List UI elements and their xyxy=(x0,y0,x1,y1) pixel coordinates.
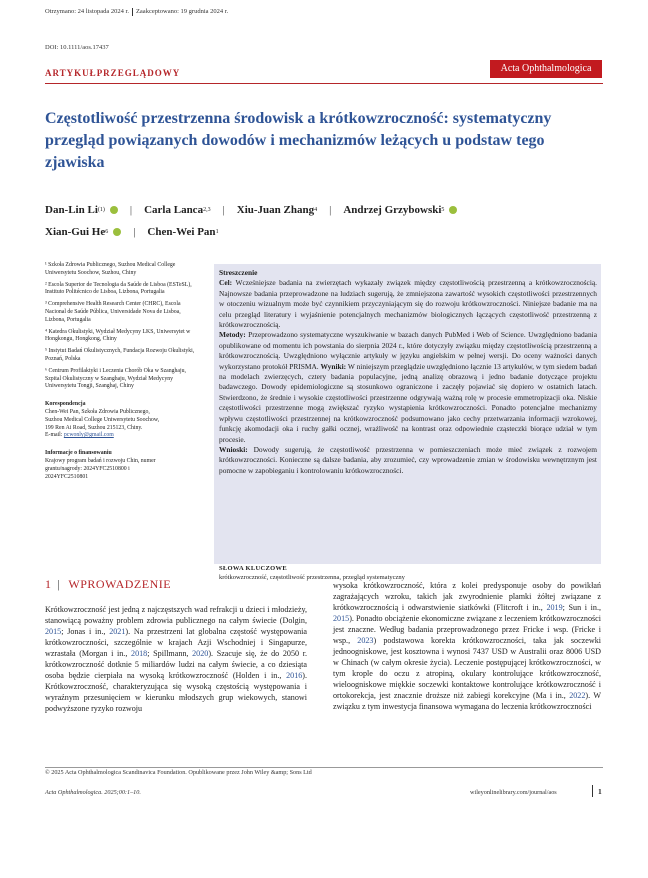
author[interactable] xyxy=(147,221,218,243)
author-name: Dan-Lin Li xyxy=(45,204,98,216)
citation-link[interactable]: 2022 xyxy=(569,691,586,700)
author-affiliation-number: 2,3 xyxy=(203,207,211,213)
footer-journal: Acta Ophthalmologica. 2025;00:1–10. xyxy=(45,789,141,796)
affiliation: ⁴ Katedra Okulistyki, Wydział Medycyny LKS, Uniwersytet w Hongkongu, Hongkong, Chiny xyxy=(45,328,191,343)
abstract-label-metody: Metody: xyxy=(219,330,246,340)
keywords-heading: SŁOWA KLUCZOWE xyxy=(219,565,287,572)
author-name: Xian-Gui He xyxy=(45,226,106,238)
abstract-wyniki: W niniejszym przeglądzie uwzględniono łącznie 13 artykułów, w tym siedem badań na modelach zwierzęcych, cztery badania populacyjne, jedną analizę obrazową i jedno badanie dotyczące projektu badawczego. Dowody epidemiologiczne są stosunkowo ograniczone i zaczęły pojawiać się dopiero w ostatnich latach. Stwierdzono, że średnie i wysokie częstotliwości przestrzenne odgrywają ważną rolę w procesie emmetropizacji oka. Niskie częstotliwości przestrzenne mogą zwiększać ryzyko wystąpienia krótkowzroczności. Ponadto potencjalne mechanizmy wpływu częstotliwości przestrzennej na krótkowzroczność podsumowano jako cechy przetwarzania informacji wzrokowej, funkcję akomodacji oka i ruchy gałki ocznej, wrażliwość na kontrast oraz odpowiednie cząsteczki biorące udział w tym procesie. xyxy=(219,361,597,444)
body-text: ) podstawowa korekta krótkowzroczności, taka jak soczewki jednoogniskowe, jest kosztowna i wynosi 7437 USD w Australii oraz 8006 USD w Chinach (w całym okresie życia). Leczenie postępującej krótkowzroczności, w tym krople do oczu z atropiną, okulary kontrolujące krótkowzroczność, wieloogniskowe miękkie soczewki kontaktowe kontrolujące krótkowzroczność i ortokorekcja, jest znacznie droższe niż zabiegi korekcyjne (Ma i in., xyxy=(333,636,601,700)
affiliation: ⁶ Centrum Profilaktyki i Leczenia Chorób Oka w Szanghaju, Szpital Okulistyczny w Szanghaju, Wydział Medycyny Uniwersytetu Tongji, Szanghaj, Chiny xyxy=(45,367,186,390)
author-affiliation-number: 4 xyxy=(314,207,318,213)
citation-link[interactable]: 2019 xyxy=(546,603,563,612)
body-column-left xyxy=(45,604,307,714)
abstract-cel: Wcześniejsze badania na zwierzętach wykazały związek między częstotliwością przestrzenną a krótkowzrocznością. Najnowsze badania przeprowadzone na ludziach sugerują, że zmniejszona zawartość wysokich częstotliwości przestrzennych w otoczeniu wizualnym może być czynnikiem przyczyniającym się do rozwoju krótkowzroczności. Niniejsze badanie ma na celu przegląd literatury i wyjaśnienie potencjalnych mechanizmów biologicznych łączących częstotliwość przestrzenną z krótkowzrocznością. xyxy=(219,278,597,330)
copyright: © 2025 Acta Ophthalmologica Scandinavica Foundation. Opublikowane przez John Wiley &amp; Sons Ltd xyxy=(45,769,312,776)
body-text: ; Jonas i in., xyxy=(61,627,110,636)
article-type: ARTYKUŁPRZEGLĄDOWY xyxy=(45,68,181,78)
orcid-icon[interactable] xyxy=(113,228,121,236)
citation-link[interactable]: 2018 xyxy=(131,649,148,658)
citation-link[interactable]: 2016 xyxy=(286,671,303,680)
author-name: Xiu-Juan Zhang xyxy=(236,204,315,216)
body-text: Krótkowzroczność jest jedną z najczęstszych wad refrakcji u dzieci i młodzieży, stanowiącą poważny problem zdrowia publicznego na całym świecie (Dolgin, xyxy=(45,605,307,625)
correspondence-heading: Korespondencja xyxy=(45,401,86,408)
author-separator: | xyxy=(129,204,133,216)
abstract-label-wyniki: Wyniki: xyxy=(320,361,347,371)
body-text: ; Sun i in., xyxy=(562,603,601,612)
section-number: 1 xyxy=(45,577,52,591)
funding-line: 2024YFC2510801 xyxy=(45,473,89,480)
author[interactable] xyxy=(144,199,210,221)
funding-line: Krajowy program badań i rozwoju Chin, numer xyxy=(45,457,156,464)
abstract-wnioski: Dowody sugerują, że częstotliwość przestrzenna w pomieszczeniach może mieć związek z rozwojem krótkowzroczności. Konieczne są dalsze badania, aby zrozumieć, czy wprowadzenie zmian w środowisku wewnętrznym jest pomocne w zapobieganiu i kontrolowaniu krótkowzroczności. xyxy=(219,444,597,475)
article-title: Częstotliwość przestrzenna środowisk a krótkowzroczność: systematyczny przegląd powiązanych dowodów i mechanizmów leżących u podstaw tego zjawiska xyxy=(45,110,552,171)
email-link[interactable]: pcwonly@gmail.com xyxy=(63,432,114,439)
footer-url[interactable]: wileyonlinelibrary.com/journal/aos xyxy=(470,789,557,796)
funding-heading: Informacje o finansowaniu xyxy=(45,450,112,457)
author-separator: | xyxy=(133,226,136,238)
keywords-text: krótkowzroczność, częstotliwość przestrzenna, przegląd systematyczny xyxy=(219,573,405,581)
citation-link[interactable]: 2015 xyxy=(333,614,350,623)
author-separator: | xyxy=(222,204,225,216)
author-name: Chen-Wei Pan xyxy=(147,226,216,238)
correspondence-line: Suzhou Medical College Uniwersytetu Soochow, xyxy=(45,416,160,423)
affiliations-sidebar xyxy=(45,262,195,485)
footer-rule xyxy=(45,767,603,768)
body-text: ). Szacuje się, że do 2050 r. krótkowzroczność dotknie 5 miliardów ludzi na całym świecie, a co dziesiąta osoba będzie cierpiała na wysoką krótkowzroczność (Holden i in., xyxy=(45,649,307,680)
orcid-icon[interactable] xyxy=(449,206,457,214)
funding-line: grantu/nagrody: 2024YFC2510800 i xyxy=(45,465,130,472)
author-list xyxy=(45,199,605,243)
body-text: ). Krótkowzroczność, charakteryzująca się wysoką częstością występowania i wyraźnym przesunięciem w kierunku młodszych grup wiekowych, stanowi podwyższone ryzyko rozwoju xyxy=(45,671,307,713)
author-affiliation-number: (1) xyxy=(97,207,105,213)
abstract-label-wnioski: Wnioski: xyxy=(219,444,248,454)
author-separator: | xyxy=(329,204,332,216)
journal-brand-logo: Acta Ophthalmologica xyxy=(490,60,602,78)
body-text: ). Ponadto obciążenie ekonomiczne związane z leczeniem krótkowzroczności jest znaczne. Według badania przeprowadzonego przez Fricke i wsp. (Fricke i wsp., xyxy=(333,614,601,645)
accepted-date: Zaakceptowano: 19 grudnia 2024 r. xyxy=(135,8,229,16)
citation-link[interactable]: 2021 xyxy=(109,627,126,636)
author-affiliation-number: 5 xyxy=(441,207,445,213)
abstract-metody: Przeprowadzono systematyczne wyszukiwanie w bazach danych PubMed i Web of Science. Uwzględniono badania opublikowane od momentu ich powstania do sierpnia 2024 r., które dotyczyły związku między częstotliwością przestrzenną a krótkowzrocznością. Uwzględniono wyłącznie artykuły w języku angielskim w pełnej wersji. Do oceny ważności danych wykorzystano protokół PRISMA. xyxy=(219,330,597,371)
author-name: Carla Lanca xyxy=(144,204,204,216)
abstract-heading: Streszczenie xyxy=(219,268,258,277)
body-text: ; Spillmann, xyxy=(147,649,193,658)
body-text: ). W związku z tym inwestycja finansowa wymagana do leczenia krótkowzroczności xyxy=(333,691,601,711)
author[interactable] xyxy=(45,221,121,243)
author[interactable] xyxy=(237,199,317,221)
citation-link[interactable]: 2020 xyxy=(192,649,209,658)
section-title: WPROWADZENIE xyxy=(68,577,172,591)
affiliation: ³ Comprehensive Health Research Center (CHRC), Escola Nacional de Saúde Pública, Universidade Nova de Lisboa, Lizbona, Portugalia xyxy=(45,301,181,323)
body-column-right xyxy=(333,580,601,712)
received-date: Otrzymano: 24 listopada 2024 r. xyxy=(45,8,129,16)
footer-divider xyxy=(592,785,593,797)
doi[interactable]: DOI: 10.1111/aos.17437 xyxy=(45,44,109,51)
author[interactable] xyxy=(343,199,457,221)
orcid-icon[interactable] xyxy=(110,206,118,214)
article-dates xyxy=(45,8,228,16)
author[interactable] xyxy=(45,199,118,221)
abstract-label-cel: Cel: xyxy=(219,278,233,288)
abstract xyxy=(219,268,597,476)
author-affiliation-number: 6 xyxy=(105,229,109,235)
citation-link[interactable]: 2015 xyxy=(45,627,62,636)
body-text: ). Na przestrzeni lat globalna częstość występowania krótkowzroczności, szczególnie w krajach Azji Wschodniej i Singapurze, wzrastała (Morgan i in., xyxy=(45,627,308,658)
correspondence-line: Chen-Wei Pan, Szkoła Zdrowia Publicznego, xyxy=(45,408,150,415)
author-affiliation-number: 1 xyxy=(215,229,219,235)
body-text: wysoka krótkowzroczność, która z kolei predysponuje osoby do powikłań zagrażających wzroku, takich jak zwyrodnienie plamki żółtej związane z krótkowzrocznością i odwarstwienie siatkówki (Flitcroft i in., xyxy=(333,581,601,612)
author-name: Andrzej Grzybowski xyxy=(343,204,442,216)
section-heading: 1 | WPROWADZENIE xyxy=(45,577,172,591)
header-rule xyxy=(45,83,603,84)
affiliation: ¹ Szkoła Zdrowia Publicznego, Suzhou Medical College Uniwersytetu Soochow, Suzhou, Chiny xyxy=(45,262,176,276)
correspondence-line: 199 Ren Ai Road, Suzhou 215123, Chiny. xyxy=(45,424,143,431)
page-number: 1 xyxy=(598,787,602,796)
email-label: E-mail: xyxy=(45,432,63,439)
affiliation: ² Escola Superior de Tecnologia da Saúde de Lisboa (ESTeSL), Instituto Politécnico de Lisboa, Lizbona, Portugalia xyxy=(45,281,192,296)
citation-link[interactable]: 2023 xyxy=(357,636,374,645)
affiliation: ⁵ Instytut Badań Okulistycznych, Fundacja Rozwoju Okulistyki, Poznań, Polska xyxy=(45,348,195,362)
